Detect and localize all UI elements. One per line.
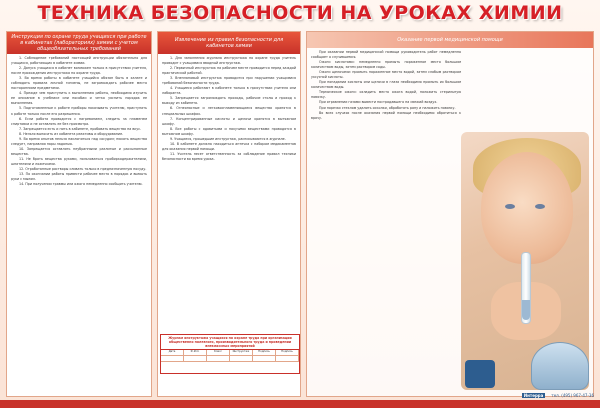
rules-paragraph: 4. Учащиеся работают в кабинете только в присутствии учителя или лаборанта. <box>162 86 296 96</box>
instruction-panel <box>6 31 152 397</box>
instruction-paragraph: 7. Запрещается есть и пить в кабинете, пробовать вещества на вкус. <box>19 126 142 131</box>
eye-shape <box>505 204 515 209</box>
eye-shape <box>535 204 545 209</box>
instruction-paragraph: 14. При получении травмы или ожога немедленно сообщить учителю. <box>19 182 143 187</box>
rules-paragraph: 11. Учитель несет ответственность за соблюдение правил техники безопасности во время урока. <box>162 151 296 161</box>
first-aid-heading: Оказание первой медицинской помощи <box>307 32 593 48</box>
instruction-paragraph: 10. Запрещается оставлять неубранными разлитые и рассыпанные вещества. <box>11 146 147 156</box>
journal-grid <box>161 349 299 362</box>
first-aid-paragraph: Во всех случаях после оказания первой помощи необходимо обратиться к врачу. <box>311 110 461 120</box>
instruction-text <box>7 54 151 189</box>
footer-bar <box>0 400 600 408</box>
journal-cell <box>276 356 299 362</box>
first-aid-paragraph: Ожоги кислотами: немедленно промыть пораженное место большим количеством воды, затем раствором соды. <box>311 60 461 70</box>
brand-name: Интерра <box>523 393 544 398</box>
publisher-brand <box>522 393 594 398</box>
journal-cell <box>207 356 230 362</box>
instruction-paragraph: 5. Подготовленные к работе приборы показывать учителю, приступать к работе только после его разрешения. <box>11 106 147 116</box>
journal-col-header: Класс <box>207 350 230 356</box>
rules-paragraph: 9. Учащиеся, прошедшие инструктаж, расписываются в журнале. <box>170 136 286 141</box>
rules-paragraph: 7. Концентрированные кислоты и щелочи хранятся в вытяжном шкафу. <box>162 116 296 126</box>
journal-cell <box>184 356 207 362</box>
test-tube-liquid <box>522 300 530 320</box>
rules-paragraph: 3. Внеплановый инструктаж проводится при нарушении учащимися требований безопасности труда. <box>162 76 296 86</box>
first-aid-panel <box>306 31 594 397</box>
journal-cell <box>230 356 253 362</box>
flask-icon <box>531 342 589 390</box>
instruction-paragraph: 13. По окончании работы привести рабочее место в порядок и вымыть руки с мылом. <box>11 172 147 182</box>
rules-paragraph: 5. Запрещается загромождать проходы, рабочие столы и проход к выходу из кабинета. <box>162 96 296 106</box>
rules-paragraph: 8. Все работы с ядовитыми и пахучими веществами проводятся в вытяжном шкафу. <box>162 126 296 136</box>
instruction-paragraph: 8. Нельзя выносить из кабинета реактивы и оборудование. <box>19 131 124 136</box>
instruction-paragraph: 11. Не брать вещества руками, пользоваться пробиркодержателями, шпателями и ложечками. <box>11 156 147 166</box>
journal-cell <box>161 356 184 362</box>
journal-title: Журнал инструктажа учащихся по охране труда при организации общественно полезного, производительного труда и проведении внеклассных мероприятий <box>168 336 292 348</box>
instruction-paragraph: 1. Соблюдение требований настоящей инструкции обязательно для учащихся, работающих в кабинете химии. <box>11 56 147 66</box>
first-aid-paragraph: При оказании первой медицинской помощи руководитель работ немедленно сообщает о случившемся. <box>311 50 461 60</box>
rules-text <box>158 54 300 164</box>
first-aid-paragraph: При попадании кислоты или щелочи в глаза необходимо промыть их большим количеством воды. <box>311 80 461 90</box>
journal-col-header: Инструктаж <box>230 350 253 356</box>
journal-col-header: Подпись <box>276 350 299 356</box>
instruction-paragraph: 2. Допуск учащихся в кабинет возможен только в присутствии учителя, после прохождения инструктажа по охране труда. <box>11 66 147 76</box>
rules-paragraph: 6. Огнеопасные и легковоспламеняющиеся вещества хранятся в специальных шкафах. <box>162 106 296 116</box>
instruction-paragraph: 4. Прежде чем приступить к выполнению работы, необходимо изучить ее описание в учебнике или пособии и четко уяснить порядок ее выполнения. <box>11 91 147 106</box>
instruction-paragraph: 9. Во время опытов нельзя наклоняться над сосудом; нюхать вещества следует, направляя пары ладонью. <box>11 136 147 146</box>
instruction-journal-table <box>160 334 300 374</box>
rules-paragraph: 2. Первичный инструктаж на рабочем месте проводится перед каждой практической работой. <box>162 66 296 76</box>
journal-cell <box>253 356 276 362</box>
instruction-paragraph: 3. Во время работы в кабинете учащийся обязан быть в халате и соблюдать правила личной гигиены, не загромождать рабочее место посторонними предметами. <box>11 76 147 91</box>
page-title: ТЕХНИКА БЕЗОПАСНОСТИ НА УРОКАХ ХИМИИ <box>37 2 563 24</box>
first-aid-paragraph: При порезах стеклом удалить осколки, обработать рану и наложить повязку. <box>319 105 456 110</box>
instruction-paragraph: 12. Отработанные растворы сливать только в предназначенную посуду. <box>19 167 147 172</box>
lab-stand-shape <box>465 360 495 388</box>
instruction-paragraph: 6. Если работа проводится с нагреванием, следить за пламенем спиртовки и не оставлять ее без присмотра. <box>11 116 147 126</box>
journal-col-header: Подпись <box>253 350 276 356</box>
rules-heading: Извлечение из правил безопасности для кабинетов химии <box>158 32 300 54</box>
brand-phone: тел. (495) 967-47-36 <box>551 393 594 398</box>
student-with-test-tube-photo <box>461 132 589 390</box>
first-aid-paragraph: Термические ожоги: охладить место ожога водой, наложить стерильную повязку. <box>311 90 461 100</box>
instruction-heading: Инструкция по охране труда учащихся при работе в кабинетах (лабораториях) химии с учетом общеобязательных требований <box>7 32 151 54</box>
journal-col-header: Дата <box>161 350 184 356</box>
rules-paragraph: 10. В кабинете должна находиться аптечка с набором медикаментов для оказания первой помощи. <box>162 141 296 151</box>
first-aid-text <box>307 48 465 123</box>
rules-paragraph: 1. Для заполнения журнала инструктажа по охране труда учитель проводит с учащимися вводный инструктаж. <box>162 56 296 66</box>
journal-col-header: Ф.И.О. <box>184 350 207 356</box>
face-shape <box>481 152 573 264</box>
first-aid-paragraph: Ожоги щелочами: промыть пораженное место водой, затем слабым раствором уксусной кислоты. <box>311 70 461 80</box>
first-aid-paragraph: При отравлении газами вывести пострадавшего на свежий воздух. <box>319 100 438 105</box>
